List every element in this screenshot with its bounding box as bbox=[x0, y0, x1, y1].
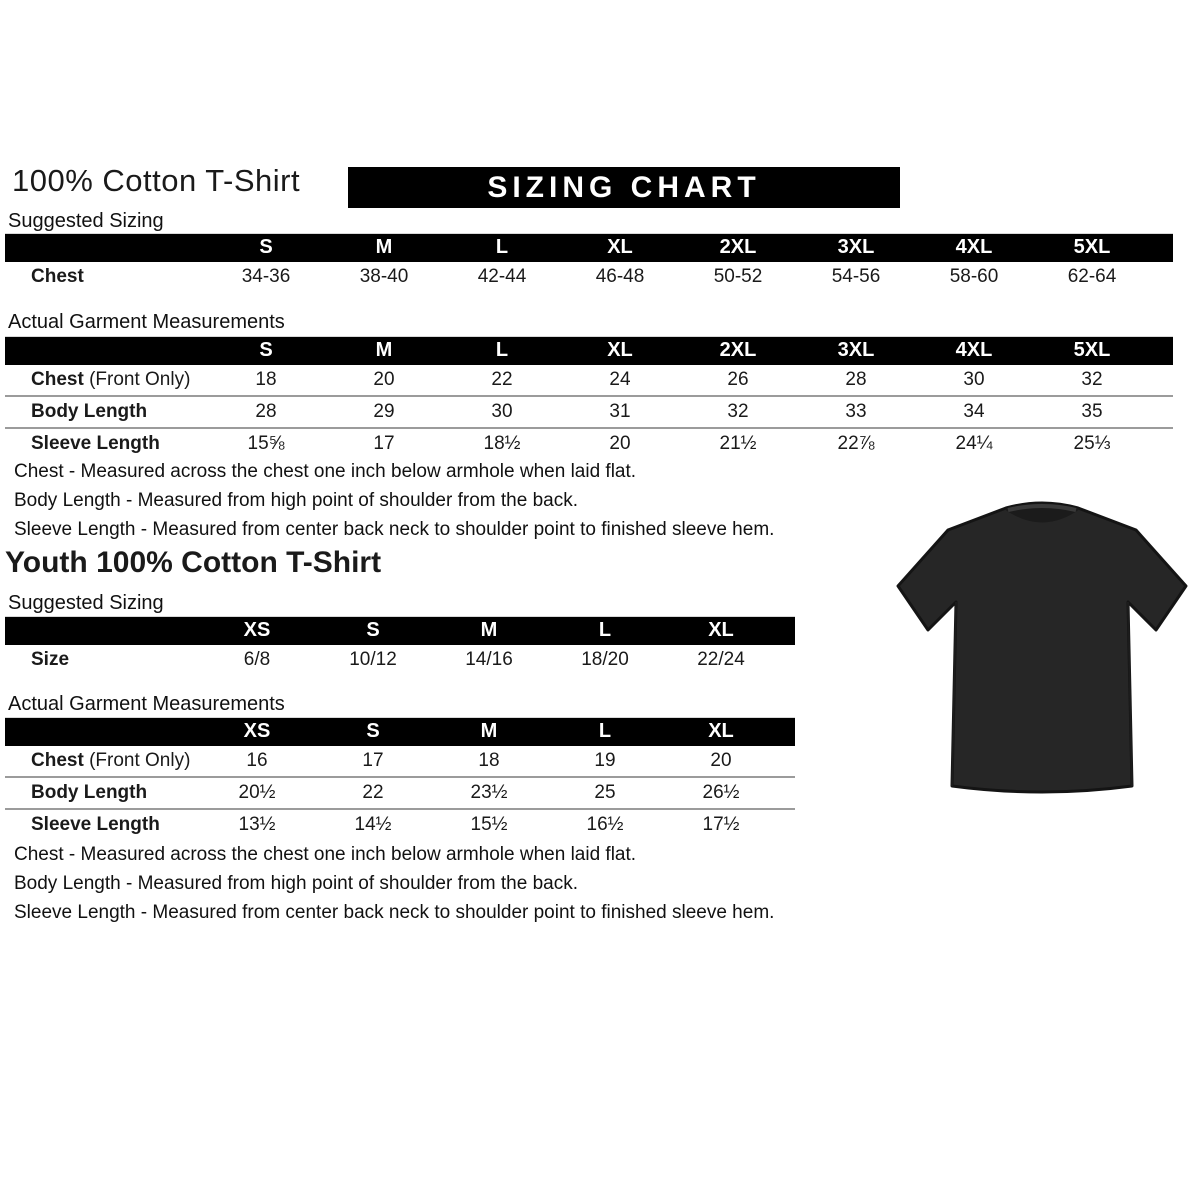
size-header: XL bbox=[708, 619, 734, 641]
size-header: 5XL bbox=[1073, 236, 1111, 258]
measurement-cell: 50-52 bbox=[713, 266, 763, 287]
size-header: 4XL bbox=[955, 236, 993, 258]
row-label-suffix: (Front Only) bbox=[83, 369, 191, 390]
measurement-cell: 30 bbox=[963, 369, 985, 390]
size-header: S bbox=[366, 720, 380, 742]
adult-suggested-header-row bbox=[5, 233, 1173, 262]
measurement-cell: 25 bbox=[594, 782, 616, 803]
adult-garment-header-row bbox=[5, 336, 1173, 365]
measurement-cell: 20 bbox=[609, 433, 631, 454]
measurement-cell: 13½ bbox=[238, 814, 276, 835]
measurement-cell: 30 bbox=[491, 401, 513, 422]
measurement-cell: 25⅓ bbox=[1073, 433, 1111, 454]
measurement-cell: 15½ bbox=[470, 814, 508, 835]
youth-suggested-heading: Suggested Sizing bbox=[8, 592, 164, 614]
size-header: 2XL bbox=[719, 236, 757, 258]
size-header-spacer bbox=[5, 246, 207, 251]
size-header: L bbox=[598, 720, 612, 742]
size-header: S bbox=[259, 236, 273, 258]
row-label: Size bbox=[31, 649, 70, 670]
size-header: L bbox=[495, 339, 509, 361]
youth-section-title: Youth 100% Cotton T-Shirt bbox=[5, 546, 382, 579]
youth-garment-header-row bbox=[5, 717, 795, 746]
measurement-cell: 35 bbox=[1081, 401, 1103, 422]
measurement-cell: 14/16 bbox=[465, 649, 513, 670]
measurement-cell: 46-48 bbox=[595, 266, 645, 287]
measurement-cell: 33 bbox=[845, 401, 867, 422]
measurement-cell: 17 bbox=[373, 433, 395, 454]
measurement-cell: 20 bbox=[710, 750, 732, 771]
size-header: S bbox=[259, 339, 273, 361]
note-line: Sleeve Length - Measured from center back neck to shoulder point to finished sleeve hem. bbox=[14, 902, 775, 923]
youth-chest-row bbox=[5, 746, 795, 776]
adult-chest-range-row bbox=[5, 262, 1173, 292]
size-header: M bbox=[375, 339, 393, 361]
youth-sleeve-length-row bbox=[5, 808, 795, 840]
measurement-cell: 16½ bbox=[586, 814, 624, 835]
adult-suggested-table bbox=[5, 233, 1173, 292]
black-tshirt-icon bbox=[890, 468, 1195, 813]
measurement-cell: 19 bbox=[594, 750, 616, 771]
size-header: M bbox=[480, 720, 498, 742]
size-header: 2XL bbox=[719, 339, 757, 361]
youth-suggested-header-row bbox=[5, 616, 795, 645]
measurement-cell: 22/24 bbox=[697, 649, 745, 670]
measurement-cell: 62-64 bbox=[1067, 266, 1117, 287]
note-line: Chest - Measured across the chest one inch below armhole when laid flat. bbox=[14, 844, 637, 865]
adult-chest-row bbox=[5, 365, 1173, 395]
row-label: Body Length bbox=[31, 782, 148, 803]
size-header: XL bbox=[708, 720, 734, 742]
measurement-cell: 29 bbox=[373, 401, 395, 422]
size-header-spacer bbox=[5, 730, 199, 735]
measurement-cell: 18 bbox=[255, 369, 277, 390]
youth-measurement-notes bbox=[14, 840, 774, 927]
adult-suggested-heading: Suggested Sizing bbox=[8, 210, 164, 232]
measurement-cell: 26 bbox=[727, 369, 749, 390]
size-header: S bbox=[366, 619, 380, 641]
row-label: Chest (Front Only) bbox=[5, 365, 207, 395]
row-label-suffix: (Front Only) bbox=[83, 750, 191, 771]
measurement-cell: 10/12 bbox=[349, 649, 397, 670]
note-line: Body Length - Measured from high point of shoulder from the back. bbox=[14, 490, 578, 511]
size-header: M bbox=[480, 619, 498, 641]
measurement-cell: 18/20 bbox=[581, 649, 629, 670]
measurement-cell: 6/8 bbox=[243, 649, 271, 670]
measurement-cell: 20 bbox=[373, 369, 395, 390]
size-header: M bbox=[375, 236, 393, 258]
size-header: 3XL bbox=[837, 339, 875, 361]
youth-garment-table bbox=[5, 717, 795, 840]
adult-body-length-row bbox=[5, 395, 1173, 427]
measurement-cell: 32 bbox=[1081, 369, 1103, 390]
adult-garment-table bbox=[5, 336, 1173, 459]
measurement-cell: 34 bbox=[963, 401, 985, 422]
note-line: Body Length - Measured from high point of shoulder from the back. bbox=[14, 873, 578, 894]
measurement-cell: 34-36 bbox=[241, 266, 291, 287]
size-header: XL bbox=[607, 236, 633, 258]
measurement-cell: 26½ bbox=[702, 782, 740, 803]
row-label: Chest bbox=[31, 266, 84, 287]
measurement-cell: 23½ bbox=[470, 782, 508, 803]
measurement-cell: 31 bbox=[609, 401, 631, 422]
note-line: Chest - Measured across the chest one inch below armhole when laid flat. bbox=[14, 461, 637, 482]
size-header: 5XL bbox=[1073, 339, 1111, 361]
measurement-cell: 15⅝ bbox=[247, 433, 285, 454]
measurement-cell: 22 bbox=[491, 369, 513, 390]
measurement-cell: 42-44 bbox=[477, 266, 527, 287]
measurement-cell: 28 bbox=[845, 369, 867, 390]
tshirt-image bbox=[890, 468, 1195, 818]
measurement-cell: 21½ bbox=[719, 433, 757, 454]
measurement-cell: 17½ bbox=[702, 814, 740, 835]
row-label: Chest (Front Only) bbox=[5, 746, 199, 776]
adult-section-title: 100% Cotton T-Shirt bbox=[12, 163, 301, 198]
youth-size-row bbox=[5, 645, 795, 675]
adult-sleeve-length-row bbox=[5, 427, 1173, 459]
row-label: Sleeve Length bbox=[31, 433, 160, 454]
size-header: XS bbox=[243, 619, 271, 641]
youth-suggested-table bbox=[5, 616, 795, 675]
row-label: Body Length bbox=[31, 401, 148, 422]
measurement-cell: 22 bbox=[362, 782, 384, 803]
measurement-cell: 54-56 bbox=[831, 266, 881, 287]
youth-garment-heading: Actual Garment Measurements bbox=[8, 693, 285, 715]
measurement-cell: 18½ bbox=[483, 433, 521, 454]
measurement-cell: 22⅞ bbox=[837, 433, 875, 454]
youth-body-length-row bbox=[5, 776, 795, 808]
size-header-spacer bbox=[5, 349, 207, 354]
measurement-cell: 17 bbox=[362, 750, 384, 771]
size-header: 4XL bbox=[955, 339, 993, 361]
adult-measurement-notes bbox=[14, 457, 774, 544]
note-line: Sleeve Length - Measured from center back neck to shoulder point to finished sleeve hem. bbox=[14, 519, 775, 540]
measurement-cell: 20½ bbox=[238, 782, 276, 803]
adult-garment-heading: Actual Garment Measurements bbox=[8, 311, 285, 333]
measurement-cell: 24¼ bbox=[955, 433, 993, 454]
sizing-chart-banner: SIZING CHART bbox=[348, 167, 900, 208]
measurement-cell: 28 bbox=[255, 401, 277, 422]
size-header: XL bbox=[607, 339, 633, 361]
size-header: 3XL bbox=[837, 236, 875, 258]
measurement-cell: 14½ bbox=[354, 814, 392, 835]
size-header: L bbox=[598, 619, 612, 641]
measurement-cell: 38-40 bbox=[359, 266, 409, 287]
measurement-cell: 32 bbox=[727, 401, 749, 422]
measurement-cell: 16 bbox=[246, 750, 268, 771]
size-header: L bbox=[495, 236, 509, 258]
size-header: XS bbox=[243, 720, 271, 742]
measurement-cell: 18 bbox=[478, 750, 500, 771]
size-header-spacer bbox=[5, 629, 199, 634]
measurement-cell: 58-60 bbox=[949, 266, 999, 287]
row-label: Sleeve Length bbox=[31, 814, 160, 835]
measurement-cell: 24 bbox=[609, 369, 631, 390]
